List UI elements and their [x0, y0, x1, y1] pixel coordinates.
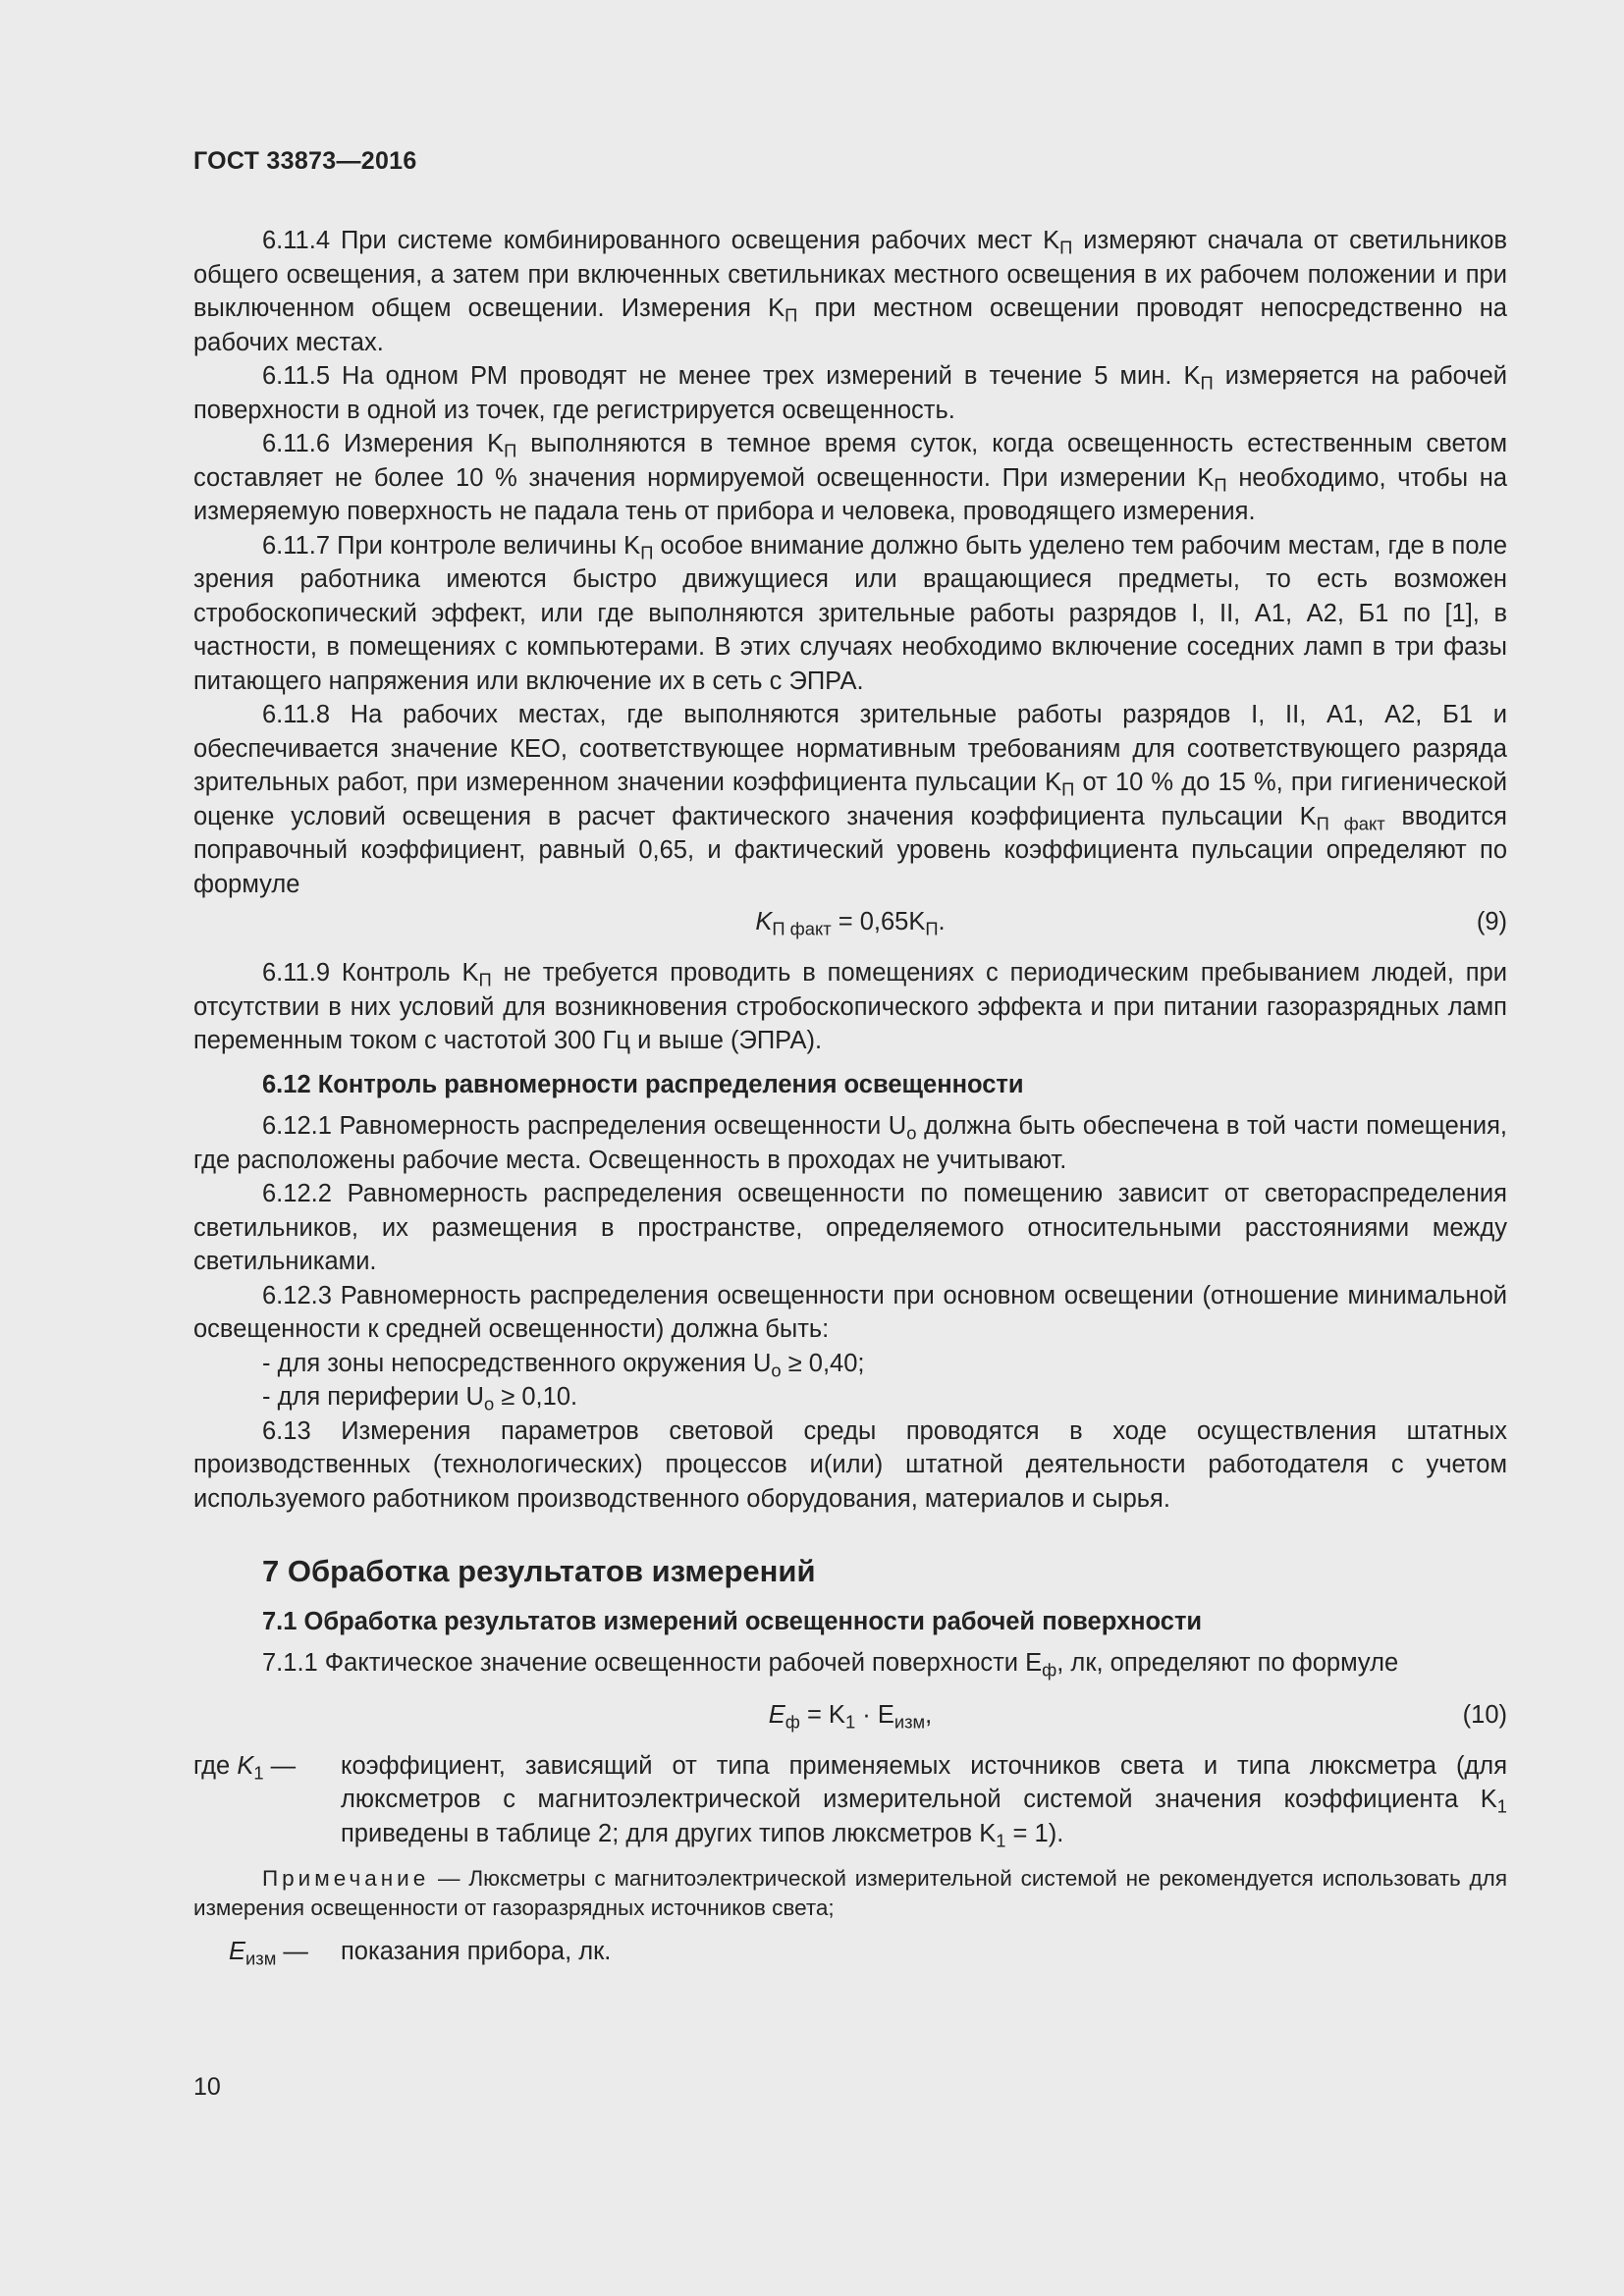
- paragraph-6-11-6: 6.11.6 Измерения $K_П$ выполняются в темное время суток, когда освещенность естественным светом составляет не более 10 % значения нормируемой освещенности. При измерении $K_П$ необходимо, чтобы на измеряемую поверхность не падала тень от прибора и человека, проводящего измерения.: [193, 430, 1507, 525]
- where-text: коэффициент, зависящий от типа применяемых источников света и типа люксметра (для люксметров с магнитоэлектрической измерительной системой значения коэффициента $K_1$ приведены в таблице 2; для других типов люксметров $K_1 = 1$).: [341, 1751, 1507, 1850]
- where-label: $E_{изм}$ —: [229, 1938, 308, 1969]
- where-label: где $K_1$ —: [193, 1751, 297, 1783]
- list-item: - для зоны непосредственного окружения $U_о \ge 0,40$;: [262, 1349, 865, 1380]
- section-heading-7: 7 Обработка результатов измерений: [262, 1554, 816, 1588]
- paragraph-6-11-9: 6.11.9 Контроль $K_П$ не требуется проводить в помещениях с периодическим пребыванием людей, при отсутствии в них условий для возникновения стробоскопического эффекта и при питании газоразрядных ламп переменным током с частотой 300 Гц и выше (ЭПРА).: [193, 959, 1507, 1054]
- paragraph-6-11-4: 6.11.4 При системе комбинированного освещения рабочих мест $K_П$ измеряют сначала от светильников общего освещения, а затем при включенных светильниках местного освещения в их рабочем положении и при выключенном общем освещении. Измерения $K_П$ при местном освещении проводят непосредственно на рабочих местах.: [193, 227, 1507, 356]
- formula-9: $K_{П факт} = 0,65K_П$. (9): [193, 905, 1507, 940]
- note: Примечание — Люксметры с магнитоэлектрической измерительной системой не рекомендуется использовать для измерения освещенности от газоразрядных источников света;: [193, 1866, 1507, 1920]
- paragraph-6-12-1: 6.12.1 Равномерность распределения освещенности $U_о$ должна быть обеспечена в той части помещения, где расположены рабочие места. Освещенность в проходах не учитывают.: [193, 1112, 1507, 1174]
- uniformity-list: [193, 1347, 1507, 1415]
- paragraph-6-11-7: 6.11.7 При контроле величины $K_П$ особое внимание должно быть уделено тем рабочим местам, где в поле зрения работника имеются быстро движущиеся или вращающиеся предметы, то есть возможен стробоскопический эффект, или где выполняются зрительные работы разрядов I, II, А1, А2, Б1 по [1], в частности, в помещениях с компьютерами. В этих случаях необходимо включение соседних ламп в три фазы питающего напряжения или включение их в сеть с ЭПРА.: [193, 531, 1508, 695]
- list-item: - для периферии $U_о \ge 0,10$.: [262, 1383, 578, 1415]
- where-clause-k1: [193, 1749, 1507, 1851]
- formula-number-10: (10): [1462, 1700, 1507, 1729]
- formula-10: $E_ф = K_1 \cdot E_{изм}$, (10): [193, 1698, 1507, 1734]
- where-text: показания прибора, лк.: [341, 1938, 612, 1965]
- where-clause-eizm: [193, 1935, 1507, 1969]
- paragraph-6-12-3: 6.12.3 Равномерность распределения освещенности при основном освещении (отношение минимальной освещенности к средней освещенности) должна быть:: [193, 1281, 1507, 1343]
- paragraph-6-12-2: 6.12.2 Равномерность распределения освещенности по помещению зависит от светораспределения светильников, их размещения в пространстве, определяемого относительными расстояниями между светильниками.: [193, 1180, 1507, 1275]
- paragraph-7-1-1: 7.1.1 Фактическое значение освещенности рабочей поверхности $E_ф$, лк, определяют по формуле: [262, 1649, 1399, 1681]
- paragraph-6-13: 6.13 Измерения параметров световой среды проводятся в ходе осуществления штатных производственных (технологических) процессов и(или) штатной деятельности работодателя с учетом используемого работником производственного оборудования, материалов и сырья.: [193, 1416, 1507, 1513]
- formula-number-9: (9): [1476, 908, 1507, 935]
- section-heading-6-12: 6.12 Контроль равномерности распределения освещенности: [262, 1070, 1024, 1098]
- paragraph-6-11-8: 6.11.8 На рабочих местах, где выполняются зрительные работы разрядов I, II, А1, А2, Б1 и обеспечивается значение КЕО, соответствующее нормативным требованиям для соответствующего разряда зрительных работ, при измеренном значении коэффициента пульсации $K_П$ от 10 % до 15 %, при гигиенической оценке условий освещения в расчет фактического значения коэффициента пульсации $K_{П факт}$ вводится поправочный коэффициент, равный 0,65, и фактический уровень коэффициента пульсации определяют по формуле: [193, 701, 1507, 898]
- section-heading-7-1: 7.1 Обработка результатов измерений освещенности рабочей поверхности: [262, 1607, 1203, 1635]
- document-header: ГОСТ 33873—2016: [193, 147, 417, 175]
- paragraph-6-11-5: 6.11.5 На одном РМ проводят не менее трех измерений в течение 5 мин. $K_П$ измеряется на рабочей поверхности в одной из точек, где регистрируется освещенность.: [193, 362, 1507, 424]
- page-number: 10: [193, 2073, 221, 2101]
- document-body: [193, 224, 1507, 1969]
